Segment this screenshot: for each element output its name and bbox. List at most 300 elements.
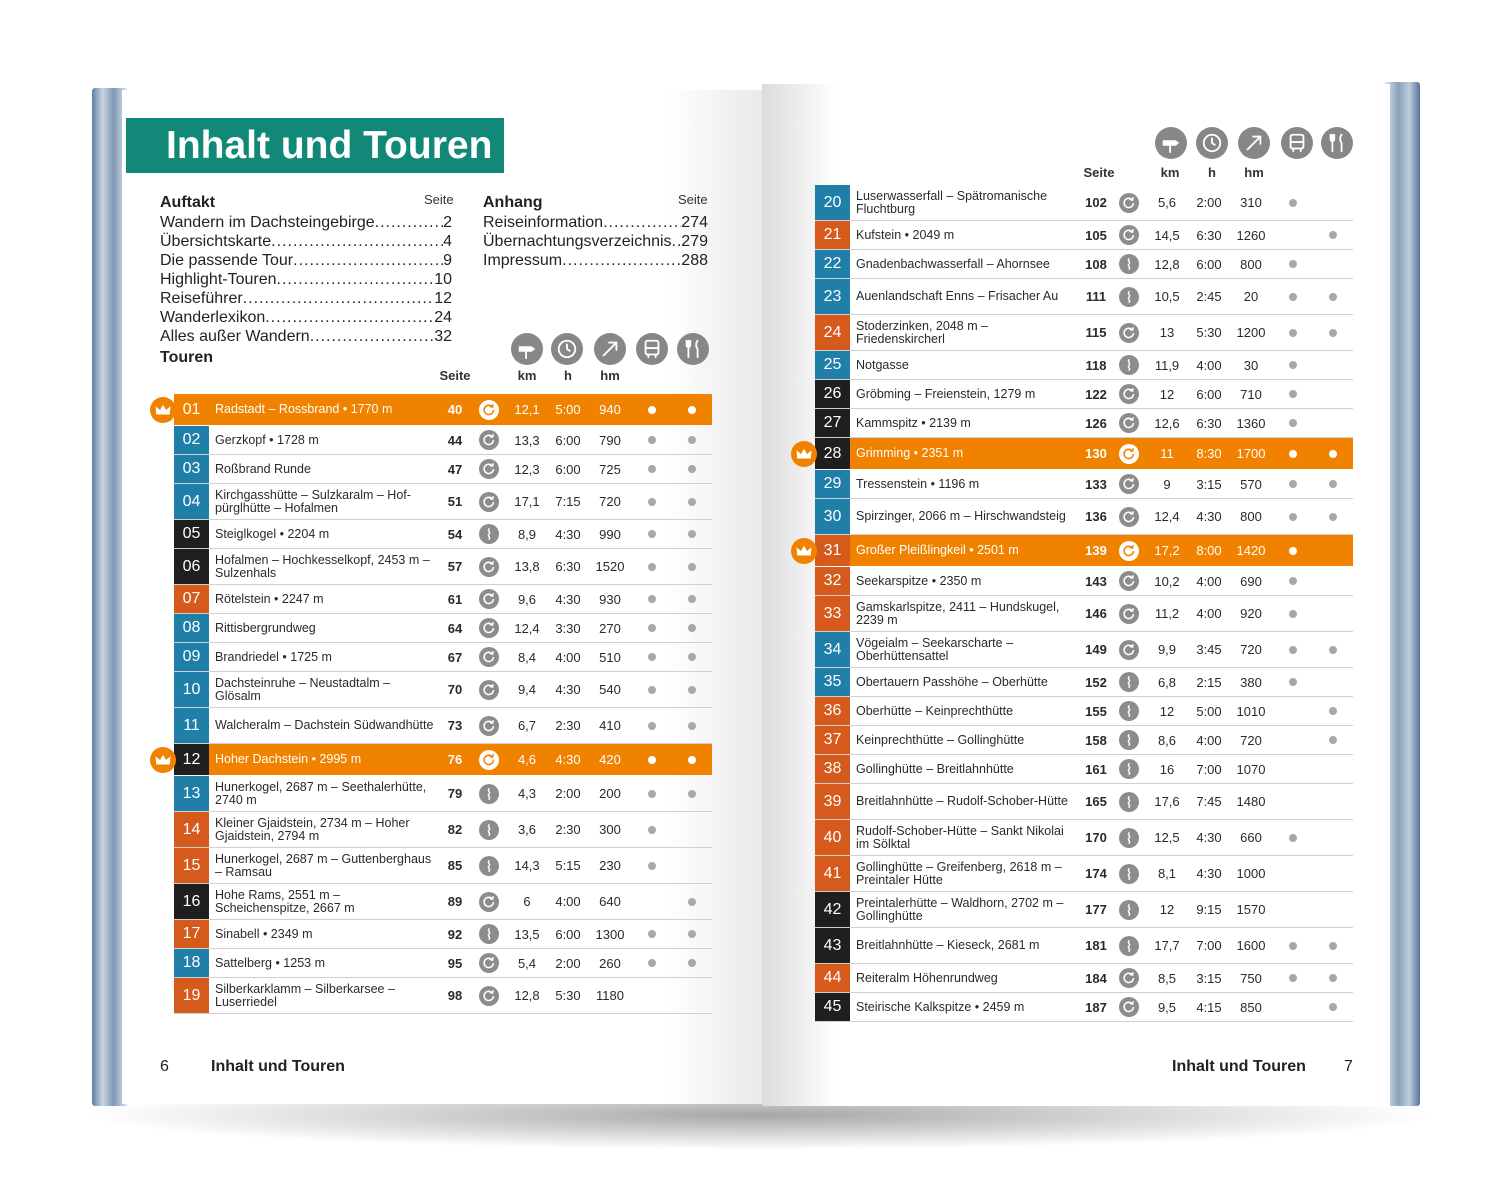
- bus-available-dot: [648, 465, 656, 473]
- tour-hm: 300: [599, 822, 621, 837]
- tour-name[interactable]: Reiteralm Höhenrundweg: [856, 970, 998, 985]
- tour-km: 6: [523, 894, 531, 909]
- tour-h: 3:45: [1196, 642, 1222, 657]
- bus-available-dot: [648, 563, 656, 571]
- tour-hm: 720: [1240, 642, 1262, 657]
- tour-row[interactable]: [815, 784, 1353, 820]
- tour-name[interactable]: Hoher Dachstein • 2995 m: [215, 752, 362, 766]
- tour-row[interactable]: [174, 949, 712, 978]
- tour-seite: 102: [1085, 195, 1107, 210]
- tour-hm: 1520: [595, 559, 625, 574]
- tour-name[interactable]: Vögeialm – Seekarscharte – Oberhüttensattel: [856, 635, 1014, 663]
- tour-seite: 79: [447, 786, 463, 801]
- tour-seite: 70: [447, 682, 463, 697]
- tour-row[interactable]: [174, 643, 712, 672]
- tour-hm: 660: [1240, 830, 1262, 845]
- toc-entry[interactable]: [483, 213, 708, 232]
- page-number-left: 6: [160, 1058, 169, 1075]
- tour-number: 10: [174, 672, 209, 707]
- tour-seite: 98: [447, 988, 463, 1003]
- tour-number: 39: [815, 784, 850, 819]
- tour-name[interactable]: Auenlandschaft Enns – Frisacher Au: [856, 289, 1059, 303]
- tour-seite: 155: [1085, 703, 1107, 719]
- food-available-dot: [1329, 231, 1337, 239]
- auftakt-heading: Auftakt: [160, 194, 216, 211]
- tour-name[interactable]: Radstadt – Rossbrand • 1770 m: [215, 402, 393, 416]
- toc-entry[interactable]: [160, 289, 452, 308]
- tour-number: 15: [174, 848, 209, 883]
- tour-name[interactable]: Hunerkogel, 2687 m – Seethalerhütte, 2740 m: [215, 779, 427, 807]
- tour-row[interactable]: [815, 892, 1353, 928]
- toc-entry[interactable]: [160, 327, 452, 346]
- tour-name[interactable]: Breitlahnhütte – Kieseck, 2681 m: [856, 938, 1040, 952]
- tour-km: 17,2: [1154, 543, 1180, 558]
- loop-route-icon: [479, 750, 499, 770]
- tour-number: 42: [815, 892, 850, 927]
- bus-available-dot: [1289, 450, 1297, 458]
- toc-entry-label: Reiseführer: [160, 290, 243, 307]
- tour-hm: 1360: [1236, 415, 1266, 431]
- tour-seite: 136: [1085, 509, 1107, 524]
- tour-name[interactable]: Großer Pleißlingkeil • 2501 m: [856, 543, 1019, 557]
- food-available-dot: [688, 930, 696, 938]
- bus-available-dot: [648, 595, 656, 603]
- tour-km: 5,4: [517, 955, 537, 971]
- one-way-route-icon: [1119, 828, 1139, 848]
- bus-icon: [1281, 127, 1313, 159]
- tour-name[interactable]: Breitlahnhütte – Rudolf-Schober-Hütte: [856, 794, 1068, 808]
- anhang-seite-label: Seite: [678, 192, 708, 207]
- tour-hm: 1180: [596, 988, 624, 1003]
- toc-entry[interactable]: [483, 251, 708, 270]
- tour-km: 12,8: [1154, 256, 1180, 272]
- tour-km: 8,5: [1157, 970, 1177, 986]
- tour-row[interactable]: [174, 549, 712, 585]
- tour-row[interactable]: [815, 755, 1353, 784]
- one-way-route-icon: [479, 924, 499, 944]
- tour-hm: 410: [599, 718, 621, 733]
- tour-h: 4:30: [555, 752, 581, 767]
- bus-icon: [636, 333, 668, 365]
- food-available-dot: [688, 686, 696, 694]
- tour-name[interactable]: Sinabell • 2349 m: [215, 926, 313, 941]
- tour-number: 31: [815, 535, 850, 566]
- bus-available-dot: [648, 406, 656, 414]
- tour-name[interactable]: Walcheralm – Dachstein Südwandhütte: [215, 718, 434, 732]
- tour-name[interactable]: Spirzinger, 2066 m – Hirschwandsteig: [856, 509, 1066, 523]
- tour-name[interactable]: Gröbming – Freienstein, 1279 m: [856, 386, 1036, 401]
- tour-h: 5:00: [555, 402, 581, 417]
- tour-number: 38: [815, 755, 850, 783]
- tour-row[interactable]: [815, 726, 1353, 755]
- toc-leader-dots: [277, 270, 435, 289]
- tour-name[interactable]: Preintalerhütte – Waldhorn, 2702 m – Gollinghütte: [856, 895, 1064, 923]
- tour-name[interactable]: Kammspitz • 2139 m: [856, 415, 971, 430]
- tour-name[interactable]: Steirische Kalkspitze • 2459 m: [856, 999, 1025, 1014]
- tour-name[interactable]: Hofalmen – Hochkesselkopf, 2453 m – Sulzenhals: [215, 552, 430, 580]
- tour-km: 14,5: [1154, 227, 1180, 243]
- bus-available-dot: [1289, 329, 1297, 337]
- tour-name[interactable]: Hohe Rams, 2551 m – Scheichenspitze, 2667 m: [215, 887, 355, 915]
- food-available-dot: [1329, 450, 1337, 458]
- tour-h: 2:45: [1196, 289, 1222, 304]
- tour-number: 02: [174, 426, 209, 454]
- tour-row[interactable]: [174, 426, 712, 455]
- tour-row[interactable]: [815, 632, 1353, 668]
- tour-km: 9,6: [517, 591, 537, 607]
- tour-h: 4:30: [555, 526, 581, 542]
- tour-row[interactable]: [174, 884, 712, 920]
- tour-number: 33: [815, 596, 850, 631]
- tour-row[interactable]: [815, 250, 1353, 279]
- tour-number: 01: [174, 394, 209, 425]
- tour-name[interactable]: Hunerkogel, 2687 m – Guttenberghaus – Ramsau: [215, 851, 432, 879]
- tour-number: 06: [174, 549, 209, 584]
- food-available-dot: [688, 790, 696, 798]
- bus-available-dot: [648, 686, 656, 694]
- tour-name[interactable]: Brandriedel • 1725 m: [215, 649, 332, 664]
- tour-name[interactable]: Kirchgasshütte – Sulzkaralm – Hof-pürglhütte – Hofalmen: [215, 487, 411, 515]
- tour-number: 19: [174, 978, 209, 1013]
- tour-hm: 310: [1240, 195, 1262, 210]
- food-available-dot: [1329, 942, 1337, 950]
- tour-row[interactable]: [815, 380, 1353, 409]
- tour-row[interactable]: [815, 409, 1353, 438]
- toc-entry-page: 32: [434, 328, 452, 345]
- tour-seite: 115: [1085, 325, 1107, 340]
- tour-row[interactable]: [815, 668, 1353, 697]
- loop-route-icon: [1119, 474, 1139, 494]
- food-available-dot: [1329, 480, 1337, 488]
- tour-h: 2:30: [555, 718, 581, 733]
- tour-row[interactable]: [815, 315, 1353, 351]
- auftakt-list: [160, 213, 452, 346]
- tour-hm: 1480: [1236, 794, 1266, 809]
- tour-table: [174, 394, 712, 1014]
- loop-route-icon: [479, 680, 499, 700]
- bus-available-dot: [648, 826, 656, 834]
- loop-route-icon: [479, 430, 499, 450]
- tour-name[interactable]: Tressenstein • 1196 m: [856, 476, 980, 491]
- tour-row[interactable]: [174, 614, 712, 643]
- tour-number: 16: [174, 884, 209, 919]
- tour-hm: 800: [1240, 509, 1262, 524]
- one-way-route-icon: [1119, 936, 1139, 956]
- one-way-route-icon: [1119, 792, 1139, 812]
- tour-row[interactable]: [815, 470, 1353, 499]
- toc-leader-dots: [271, 232, 443, 251]
- tour-seite: 143: [1085, 573, 1107, 589]
- tour-name[interactable]: Steiglkogel • 2204 m: [215, 526, 330, 541]
- tour-number: 29: [815, 470, 850, 498]
- toc-entry-label: Reiseinformation: [483, 214, 604, 231]
- tour-row[interactable]: [174, 585, 712, 614]
- one-way-route-icon: [479, 820, 499, 840]
- tour-row[interactable]: [174, 812, 712, 848]
- tour-km: 14,3: [514, 858, 540, 873]
- loop-route-icon: [479, 647, 499, 667]
- bus-available-dot: [1289, 293, 1297, 301]
- loop-route-icon: [1119, 323, 1139, 343]
- tour-row[interactable]: [815, 279, 1353, 315]
- tour-table: [815, 185, 1353, 1022]
- tour-hm: 720: [1240, 732, 1262, 748]
- tour-row[interactable]: [815, 351, 1353, 380]
- tour-seite: 51: [447, 494, 463, 509]
- loop-route-icon: [479, 953, 499, 973]
- bus-available-dot: [648, 624, 656, 632]
- tour-seite: 95: [447, 955, 463, 971]
- toc-leader-dots: [243, 289, 435, 308]
- tour-seite: 149: [1085, 642, 1107, 657]
- tour-name[interactable]: Luserwasserfall – Spätromanische Fluchtburg: [856, 188, 1048, 216]
- tour-h: 3:15: [1196, 970, 1222, 986]
- tour-seite: 181: [1085, 938, 1107, 953]
- tour-number: 32: [815, 567, 850, 595]
- clock-icon: [551, 333, 583, 365]
- header-seite: Seite: [439, 368, 471, 383]
- tour-seite: 92: [447, 926, 463, 942]
- tour-km: 17,6: [1154, 794, 1180, 809]
- toc-entry[interactable]: [160, 251, 452, 270]
- header-h: h: [564, 368, 572, 383]
- food-available-dot: [688, 722, 696, 730]
- tour-number: 11: [174, 708, 209, 743]
- tour-h: 7:00: [1196, 938, 1222, 953]
- tour-row[interactable]: [815, 221, 1353, 250]
- tour-h: 4:00: [1196, 357, 1222, 373]
- tour-name[interactable]: Sattelberg • 1253 m: [215, 955, 325, 970]
- tour-row[interactable]: [815, 820, 1353, 856]
- bus-available-dot: [648, 498, 656, 506]
- tour-hm: 720: [599, 494, 621, 509]
- loop-route-icon: [479, 589, 499, 609]
- tour-km: 12: [1159, 902, 1175, 917]
- tour-h: 7:15: [555, 494, 581, 509]
- tour-hm: 270: [599, 620, 621, 636]
- tour-name[interactable]: Gamskarlspitze, 2411 – Hundskugel, 2239 m: [856, 599, 1060, 627]
- tour-name[interactable]: Stoderzinken, 2048 m – Friedenskircherl: [856, 318, 989, 346]
- tour-km: 12,4: [514, 620, 540, 636]
- tour-name[interactable]: Kufstein • 2049 m: [856, 227, 955, 242]
- tour-km: 9,5: [1157, 999, 1177, 1015]
- tour-row[interactable]: [174, 394, 712, 425]
- loop-route-icon: [1119, 640, 1139, 660]
- tour-row[interactable]: [174, 776, 712, 812]
- food-available-dot: [1329, 293, 1337, 301]
- bus-available-dot: [648, 862, 656, 870]
- tour-row[interactable]: [815, 535, 1353, 566]
- tour-h: 5:30: [1196, 325, 1222, 340]
- bus-available-dot: [648, 436, 656, 444]
- food-available-dot: [688, 653, 696, 661]
- tour-number: 21: [815, 221, 850, 249]
- tour-seite: 146: [1085, 606, 1107, 621]
- toc-entry-page: 10: [434, 271, 452, 288]
- tour-row[interactable]: [174, 848, 712, 884]
- tour-row[interactable]: [815, 185, 1353, 221]
- tour-hm: 640: [599, 894, 621, 909]
- tour-hm: 420: [599, 752, 621, 767]
- tour-seite: 170: [1085, 830, 1107, 845]
- tour-seite: 111: [1085, 289, 1107, 304]
- tour-hm: 930: [599, 591, 621, 607]
- tour-number: 17: [174, 920, 209, 948]
- tour-name[interactable]: Gollinghütte – Greifenberg, 2618 m – Preintaler Hütte: [856, 859, 1062, 887]
- tour-km: 17,1: [514, 494, 540, 509]
- food-available-dot: [688, 406, 696, 414]
- tour-seite: 89: [447, 894, 463, 909]
- loop-route-icon: [1119, 997, 1139, 1017]
- toc-leader-dots: [603, 213, 681, 232]
- bus-available-dot: [1289, 610, 1297, 618]
- tour-name[interactable]: Kleiner Gjaidstein, 2734 m – Hoher Gjaidstein, 2794 m: [215, 815, 410, 843]
- tour-seite: 108: [1085, 256, 1107, 272]
- bus-available-dot: [648, 790, 656, 798]
- tour-number: 25: [815, 351, 850, 379]
- fork-knife-icon: [1321, 127, 1353, 159]
- tour-number: 44: [815, 964, 850, 992]
- toc-entry[interactable]: [483, 232, 708, 251]
- signpost-icon: [511, 333, 543, 365]
- tour-name[interactable]: Gollinghütte – Breitlahnhütte: [856, 761, 1014, 776]
- tour-row[interactable]: [174, 672, 712, 708]
- tour-name[interactable]: Dachsteinruhe – Neustadtalm – Glösalm: [215, 675, 391, 703]
- tour-h: 3:15: [1196, 476, 1222, 492]
- tour-km: 8,9: [517, 526, 537, 542]
- food-available-dot: [1329, 329, 1337, 337]
- anhang-heading: Anhang: [483, 194, 543, 211]
- tour-name[interactable]: Rötelstein • 2247 m: [215, 591, 324, 606]
- tour-name[interactable]: Obertauern Passhöhe – Oberhütte: [856, 674, 1048, 689]
- toc-entry-page: 4: [443, 233, 452, 250]
- tour-row[interactable]: [174, 708, 712, 744]
- tour-h: 3:30: [555, 620, 581, 636]
- tour-row[interactable]: [815, 438, 1353, 469]
- tour-seite: 61: [447, 591, 463, 607]
- tour-name[interactable]: Keinprechthütte – Gollinghütte: [856, 732, 1025, 747]
- crown-icon: [150, 397, 176, 423]
- tour-name[interactable]: Oberhütte – Keinprechthütte: [856, 703, 1014, 718]
- tour-seite: 177: [1085, 902, 1107, 917]
- tour-number: 13: [174, 776, 209, 811]
- tour-km: 10,5: [1154, 289, 1180, 304]
- tour-row[interactable]: [815, 697, 1353, 726]
- tour-hm: 690: [1240, 573, 1262, 589]
- toc-leader-dots: [265, 308, 434, 327]
- tour-row[interactable]: [815, 856, 1353, 892]
- loop-route-icon: [479, 986, 499, 1006]
- tour-name[interactable]: Rittisbergrundweg: [215, 620, 316, 635]
- tour-row[interactable]: [815, 964, 1353, 993]
- tour-hm: 800: [1240, 256, 1262, 272]
- toc-entry[interactable]: [160, 232, 452, 251]
- tour-row[interactable]: [174, 920, 712, 949]
- tour-seite: 67: [447, 649, 463, 665]
- food-available-dot: [1329, 974, 1337, 982]
- tour-hm: 1300: [595, 926, 625, 942]
- ascent-arrow-icon: [1238, 127, 1270, 159]
- tour-name[interactable]: Gerzkopf • 1728 m: [215, 432, 319, 447]
- tour-h: 6:00: [555, 461, 581, 477]
- toc-leader-dots: [672, 232, 682, 251]
- tour-row[interactable]: [174, 520, 712, 549]
- tour-name[interactable]: Silberkarklamm – Silberkarsee – Luserriedel: [215, 981, 395, 1009]
- toc-entry[interactable]: [160, 308, 452, 327]
- tour-h: 4:30: [555, 591, 581, 607]
- tour-km: 5,6: [1157, 195, 1177, 210]
- tour-seite: 184: [1085, 970, 1107, 986]
- loop-route-icon: [479, 492, 499, 512]
- tour-row[interactable]: [174, 744, 712, 775]
- one-way-route-icon: [479, 784, 499, 804]
- tour-h: 4:30: [1196, 830, 1222, 845]
- tour-name[interactable]: Rudolf-Schober-Hütte – Sankt Nikolai im Sölktal: [856, 823, 1064, 851]
- bus-available-dot: [648, 959, 656, 967]
- loop-route-icon: [479, 892, 499, 912]
- tour-name[interactable]: Grimming • 2351 m: [856, 446, 964, 460]
- tour-row[interactable]: [174, 455, 712, 484]
- tour-hm: 20: [1243, 289, 1259, 304]
- bus-available-dot: [1289, 974, 1297, 982]
- tour-seite: 165: [1085, 794, 1107, 809]
- page-title: Inhalt und Touren: [126, 118, 504, 173]
- tour-row[interactable]: [174, 484, 712, 520]
- loop-route-icon: [1119, 193, 1139, 213]
- tour-row[interactable]: [174, 978, 712, 1014]
- tour-seite: 44: [447, 432, 463, 448]
- tour-row[interactable]: [815, 993, 1353, 1022]
- tour-h: 4:00: [1196, 732, 1222, 748]
- tour-km: 17,7: [1154, 938, 1180, 953]
- tour-row[interactable]: [815, 499, 1353, 535]
- tour-km: 8,1: [1157, 866, 1177, 881]
- toc-entry[interactable]: [160, 213, 452, 232]
- food-available-dot: [688, 563, 696, 571]
- one-way-route-icon: [1119, 701, 1139, 721]
- tour-km: 10,2: [1154, 573, 1180, 589]
- tour-number: 04: [174, 484, 209, 519]
- tour-row[interactable]: [815, 567, 1353, 596]
- fork-knife-icon: [677, 333, 709, 365]
- tour-seite: 118: [1085, 357, 1107, 373]
- toc-entry-label: Alles außer Wandern: [160, 328, 310, 345]
- tour-h: 2:15: [1196, 674, 1222, 690]
- toc-leader-dots: [562, 251, 681, 270]
- tour-name[interactable]: Roßbrand Runde: [215, 461, 311, 476]
- bus-available-dot: [1289, 260, 1297, 268]
- tour-name[interactable]: Gnadenbachwasserfall – Ahornsee: [856, 256, 1050, 271]
- tour-name[interactable]: Notgasse: [856, 357, 909, 372]
- crown-icon: [791, 538, 817, 564]
- tour-km: 12,4: [1154, 509, 1180, 524]
- tour-name[interactable]: Seekarspitze • 2350 m: [856, 573, 982, 588]
- tour-km: 11,9: [1154, 357, 1180, 373]
- ascent-arrow-icon-glyph: [1243, 132, 1265, 154]
- tour-km: 16: [1159, 761, 1175, 777]
- tour-seite: 126: [1085, 415, 1107, 431]
- tour-km: 12,3: [514, 461, 540, 477]
- tour-h: 2:30: [555, 822, 581, 837]
- tour-row[interactable]: [815, 928, 1353, 964]
- tour-h: 6:00: [555, 432, 581, 448]
- tour-h: 8:30: [1196, 446, 1222, 461]
- tour-row[interactable]: [815, 596, 1353, 632]
- toc-entry[interactable]: [160, 270, 452, 289]
- food-available-dot: [688, 756, 696, 764]
- food-available-dot: [1329, 513, 1337, 521]
- tour-h: 6:00: [555, 926, 581, 942]
